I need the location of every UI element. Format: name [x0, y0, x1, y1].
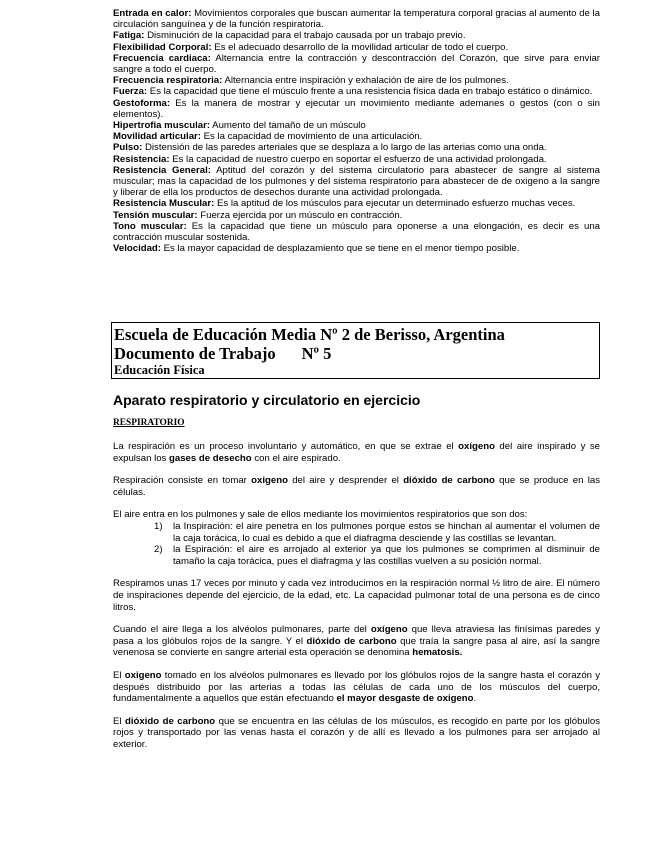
glossary-entry [113, 42, 600, 53]
bold-term: dióxido de carbono [403, 475, 495, 487]
glossary-term: Entrada en calor: [113, 8, 192, 19]
section-heading: RESPIRATORIO [113, 418, 185, 428]
text-run: El [113, 715, 126, 727]
list-item [113, 521, 600, 544]
page-title: Aparato respiratorio y circulatorio en ejercicio [113, 392, 421, 408]
glossary-term: Pulso: [113, 142, 143, 154]
glossary-entry [113, 210, 600, 221]
paragraph: Respiramos unas 17 veces por minuto y cada vez introducimos en la respiración normal ½ litro de aire. El número de inspiraciones depende del ejercicio, de la edad, etc. La capacidad pulmonar total de una persona es de cinco litros. [113, 578, 600, 613]
paragraph [113, 509, 600, 521]
text-run: que se encuentra en las células de los músculos, es recogido en parte por los glóbulos rojos y transportado por las venas hasta el corazón y de allí es llevado a los pulmones para ser arrojado al exterior. [113, 715, 601, 750]
bold-term: dióxido de carbono [125, 715, 216, 727]
glossary-term: Frecuencia cardiaca: [113, 52, 211, 64]
text-run: tomado en los alvéolos pulmonares es llevado por los glóbulos rojos de la sangre hasta el corazón y después distribuido por las arterias a todas las células de cada uno de los músculos del cuerpo, fundamentalmente a aquellos que están efectuando [113, 669, 600, 705]
glossary-definition: Es la capacidad de movimiento de una articulación. [200, 131, 423, 143]
glossary-term: Resistencia General: [113, 164, 211, 176]
glossary-entry [113, 30, 600, 41]
list-text: la Inspiración: el aire penetra en los pulmones porque estos se hinchan al aumentar el volumen de la caja torácica, lo cual es debido a que el diafragma desciende y las costillas se levantan. [173, 520, 600, 544]
glossary-entry [113, 131, 600, 142]
glossary-definition: Es la mayor capacidad de desplazamiento que se tiene en el menor tiempo posible. [160, 243, 520, 255]
glossary-definition: Disminución de la capacidad para el trabajo causada por un trabajo previo. [144, 30, 466, 42]
bold-term: oxígeno [370, 624, 408, 636]
glossary-entry [113, 142, 600, 153]
text-run: con el aire espirado. [251, 452, 341, 464]
glossary-definition: Es la aptitud de los músculos para ejecutar un determinado esfuerzo muchas veces. [214, 198, 576, 210]
text-run: que lleva atraviesa las finísimas paredes y pasa a los glóbulos rojos de la sangre. Y el [113, 624, 601, 647]
glossary-definition: Es la capacidad que tiene un músculo para oponerse a una elongación, es decir es una contracción muscular sostenida. [113, 220, 600, 244]
glossary-term: Resistencia Muscular: [113, 198, 215, 210]
glossary-entry [113, 98, 600, 120]
glossary-definition: Fuerza ejercida por un músculo en contracción. [197, 209, 403, 221]
text-run: que se produce en las células. [113, 475, 601, 498]
paragraph [113, 624, 600, 659]
glossary-entry [113, 53, 600, 75]
list-number: 1) [154, 520, 163, 532]
glossary-entry [113, 198, 600, 209]
glossary-definition: Distensión de las paredes arteriales que se desplaza a lo largo de las arterias como una onda. [142, 142, 547, 154]
list-item [113, 544, 600, 567]
glossary-definition: Alternancia entre la contracción y descontracción del Corazón, que sirve para enviar sangre a todo el cuerpo. [113, 52, 600, 76]
glossary-term: Hipertrofia muscular: [113, 120, 211, 132]
list-number: 2) [154, 544, 163, 556]
glossary-term: Flexibilidad Corporal: [113, 41, 212, 53]
glossary-entry [113, 8, 600, 30]
document-label-line [114, 344, 597, 363]
bold-term: oxigeno [124, 669, 162, 681]
paragraph [113, 475, 600, 498]
document-header-box [111, 322, 600, 379]
glossary-definition: Es el adecuado desarrollo de la movilidad articular de todo el cuerpo. [211, 41, 509, 53]
glossary-entry [113, 75, 600, 86]
glossary-term: Frecuencia respiratoria: [113, 75, 223, 87]
glossary-term: Velocidad: [113, 243, 161, 255]
glossary-definition: Aptitud del corazón y del sistema circulatorio para abastecer de sangre al sistema muscular; mas la capacidad de los pulmones y del sistema respiratorio para abastecer de de oxigeno a la sangre y liberar de ella los productos de desechos durante una actividad prolongada. [113, 164, 600, 199]
text-run: del aire y desprender el [287, 475, 404, 487]
bold-term: gases de desecho [169, 452, 252, 464]
glossary-term: Resistencia: [113, 153, 170, 165]
bold-term: dióxido de carbono [306, 635, 397, 647]
bold-term: oxígeno [458, 441, 495, 452]
list-text: la Espiración: el aire es arrojado al exterior ya que los pulmones se comprimen al disminuir de tamaño la caja torácica, pues el diafragma y las costillas vuelven a su posición normal. [173, 544, 600, 567]
breathing-movements-list [113, 521, 600, 567]
paragraph [113, 716, 600, 751]
text-run: que traía la sangre pasa al aire, así la sangre venenosa se convierte en sangre arterial esta operación se denomina [113, 635, 600, 659]
paragraph [113, 441, 600, 464]
glossary-entry [113, 221, 600, 243]
glossary-term: Fuerza: [113, 86, 148, 98]
glossary-term: Tono muscular: [113, 220, 187, 232]
subject-name: Educación Física [114, 363, 205, 377]
glossary-term: Gestoforma: [113, 97, 171, 109]
text-run: Cuando el aire llega a los alvéolos pulmonares, parte del [113, 624, 371, 636]
glossary-entry [113, 154, 600, 165]
text-run: El aire entra en los pulmones y sale de ellos mediante los movimientos respiratorios que son dos: [113, 509, 528, 521]
glossary-entry [113, 165, 600, 199]
glossary-definition: Es la capacidad de nuestro cuerpo en soportar el esfuerzo de una actividad prolongada. [169, 153, 547, 165]
document-number: Nº 5 [301, 344, 332, 363]
glossary-definition: Es la manera de mostrar y ejecutar un movimiento mediante ademanes o gestos (con o sin elementos). [113, 97, 600, 120]
glossary-entry [113, 243, 600, 254]
text-run: Respiración consiste en tomar [113, 475, 252, 487]
glossary-definition: Es la capacidad que tiene el músculo frente a una resistencia física dada en trabajo estático o dinámico. [147, 86, 593, 98]
glossary-term: Fatiga: [113, 30, 145, 42]
text-run: del aire inspirado y se expulsan los [113, 441, 600, 464]
text-run: La respiración es un proceso involuntario y automático, en que se extrae el [113, 441, 459, 452]
glossary [113, 8, 600, 254]
glossary-entry [113, 120, 600, 131]
school-name: Escuela de Educación Media Nº 2 de Berisso, Argentina [114, 325, 505, 344]
text-run: . [473, 693, 477, 705]
paragraph [113, 670, 600, 705]
document-body [113, 441, 600, 761]
glossary-definition: Movimientos corporales que buscan aumentar la temperatura corporal gracias al aumento de la circulación sanguínea y de la función respiratoria. [113, 8, 600, 31]
glossary-term: Movilidad articular: [113, 131, 201, 143]
bold-term: oxigeno [251, 475, 288, 487]
glossary-entry [113, 86, 600, 97]
text-run: El [113, 669, 125, 681]
glossary-definition: Alternancia entre inspiración y exhalación de aire de los pulmones. [222, 75, 509, 87]
bold-term: el mayor desgaste de oxigeno [336, 693, 474, 705]
glossary-definition: Aumento del tamaño de un músculo [210, 120, 366, 132]
document-label: Documento de Trabajo [114, 344, 276, 363]
glossary-term: Tensión muscular: [113, 209, 198, 221]
bold-term: hematosis. [412, 647, 463, 659]
